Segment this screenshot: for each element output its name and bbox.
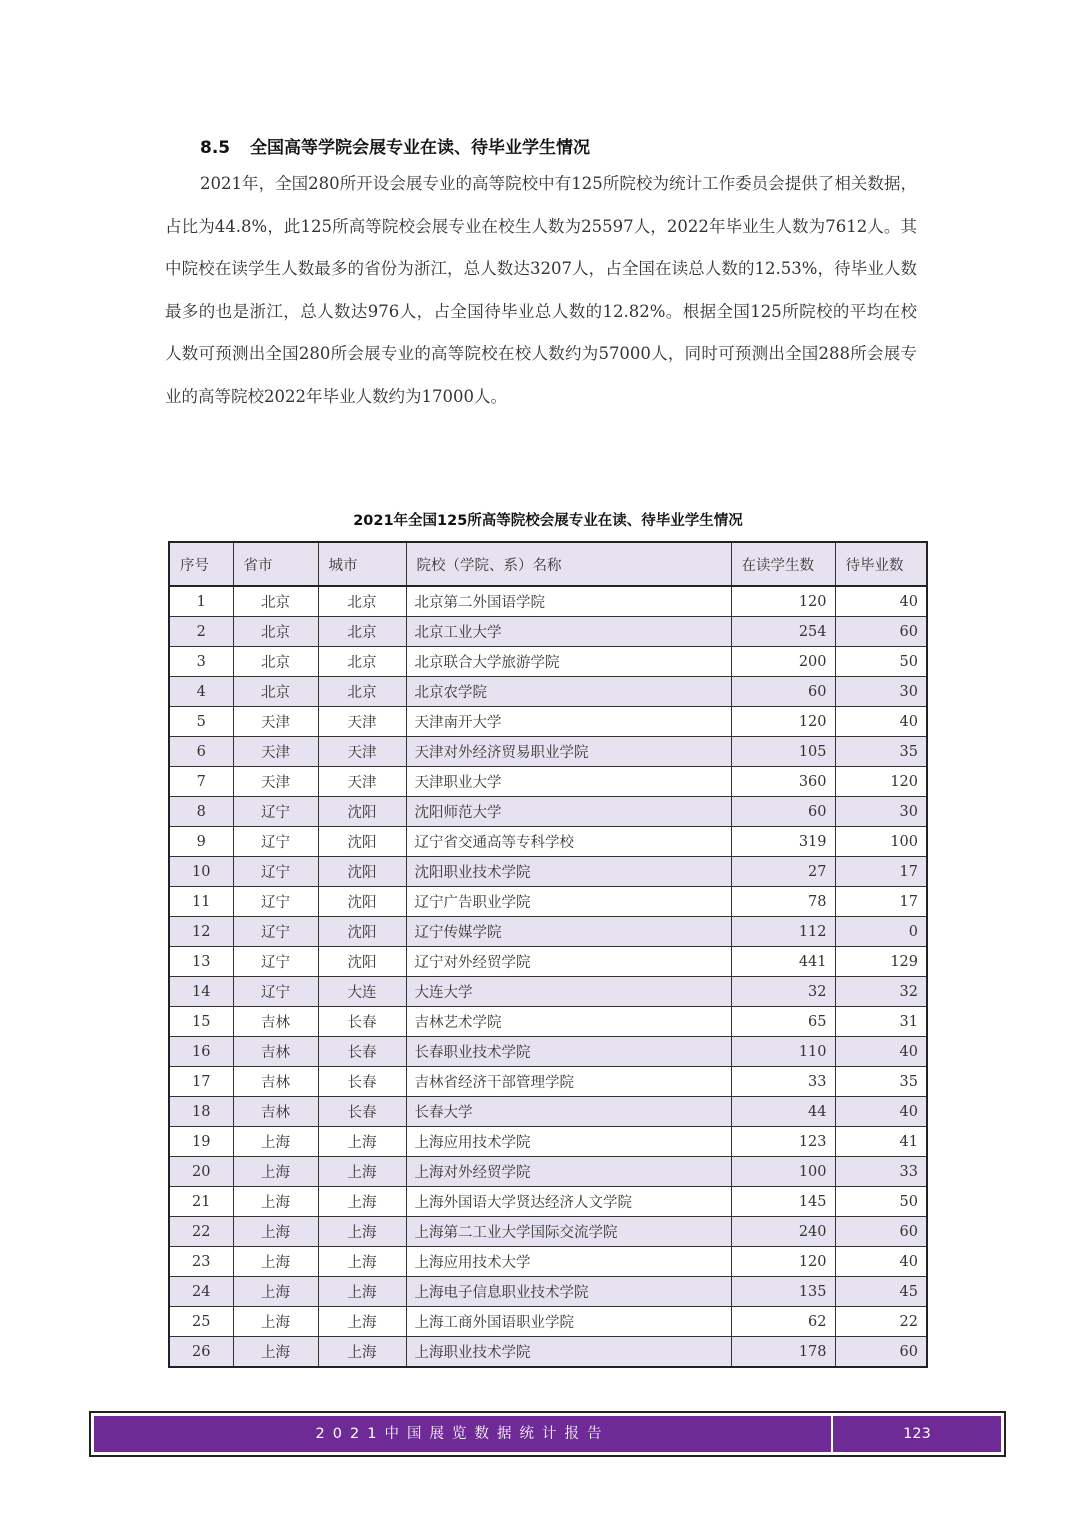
table-row xyxy=(169,737,927,767)
cell-school: 上海电子信息职业技术学院 xyxy=(406,1277,731,1307)
cell-graduating: 60 xyxy=(835,1217,927,1247)
cell-graduating: 35 xyxy=(835,1067,927,1097)
cell-province: 上海 xyxy=(233,1277,318,1307)
cell-index: 1 xyxy=(169,586,233,617)
cell-school: 长春职业技术学院 xyxy=(406,1037,731,1067)
cell-enrolled: 319 xyxy=(731,827,835,857)
cell-school: 北京工业大学 xyxy=(406,617,731,647)
table-row xyxy=(169,827,927,857)
cell-index: 11 xyxy=(169,887,233,917)
cell-province: 上海 xyxy=(233,1157,318,1187)
cell-city: 长春 xyxy=(318,1037,406,1067)
cell-province: 吉林 xyxy=(233,1097,318,1127)
cell-school: 天津职业大学 xyxy=(406,767,731,797)
cell-school: 上海应用技术学院 xyxy=(406,1127,731,1157)
table-row xyxy=(169,707,927,737)
cell-province: 辽宁 xyxy=(233,857,318,887)
cell-province: 天津 xyxy=(233,707,318,737)
table-row xyxy=(169,677,927,707)
cell-province: 吉林 xyxy=(233,1007,318,1037)
header-province: 省市 xyxy=(233,542,318,586)
cell-province: 上海 xyxy=(233,1247,318,1277)
cell-enrolled: 240 xyxy=(731,1217,835,1247)
cell-school: 辽宁省交通高等专科学校 xyxy=(406,827,731,857)
cell-graduating: 17 xyxy=(835,857,927,887)
cell-graduating: 40 xyxy=(835,1097,927,1127)
cell-index: 2 xyxy=(169,617,233,647)
cell-city: 上海 xyxy=(318,1307,406,1337)
header-enrolled: 在读学生数 xyxy=(731,542,835,586)
cell-graduating: 31 xyxy=(835,1007,927,1037)
cell-city: 长春 xyxy=(318,1067,406,1097)
table-row xyxy=(169,857,927,887)
cell-city: 天津 xyxy=(318,737,406,767)
cell-index: 9 xyxy=(169,827,233,857)
cell-enrolled: 254 xyxy=(731,617,835,647)
cell-index: 26 xyxy=(169,1337,233,1368)
cell-school: 上海外国语大学贤达经济人文学院 xyxy=(406,1187,731,1217)
cell-province: 上海 xyxy=(233,1307,318,1337)
cell-enrolled: 65 xyxy=(731,1007,835,1037)
cell-enrolled: 44 xyxy=(731,1097,835,1127)
cell-school: 北京联合大学旅游学院 xyxy=(406,647,731,677)
cell-province: 北京 xyxy=(233,586,318,617)
table-row xyxy=(169,797,927,827)
table-row xyxy=(169,617,927,647)
table-row xyxy=(169,1097,927,1127)
cell-index: 22 xyxy=(169,1217,233,1247)
cell-enrolled: 60 xyxy=(731,797,835,827)
cell-index: 15 xyxy=(169,1007,233,1037)
table-body xyxy=(169,586,927,1367)
cell-enrolled: 120 xyxy=(731,586,835,617)
footer-title: 2021中国展览数据统计报告 xyxy=(315,1426,610,1442)
cell-index: 20 xyxy=(169,1157,233,1187)
table-row xyxy=(169,1217,927,1247)
cell-city: 北京 xyxy=(318,617,406,647)
cell-index: 23 xyxy=(169,1247,233,1277)
page-footer xyxy=(89,1411,1006,1457)
cell-enrolled: 123 xyxy=(731,1127,835,1157)
section-number: 8.5 xyxy=(200,138,231,158)
table-row xyxy=(169,1337,927,1368)
cell-city: 北京 xyxy=(318,677,406,707)
cell-enrolled: 60 xyxy=(731,677,835,707)
cell-school: 上海应用技术大学 xyxy=(406,1247,731,1277)
cell-index: 24 xyxy=(169,1277,233,1307)
table-row xyxy=(169,586,927,617)
body-paragraph: 2021年，全国280所开设会展专业的高等院校中有125所院校为统计工作委员会提供了相关数据，占比为44.8%，此125所高等院校会展专业在校生人数为25597人，2022年毕业生人数为7612人。其中院校在读学生人数最多的省份为浙江，总人数达3207人，占全国在读总人数的12.53%，待毕业人数最多的也是浙江，总人数达976人，占全国待毕业总人数的12.82%。根据全国125所院校的平均在校人数可预测出全国280所会展专业的高等院校在校人数约为57000人，同时可预测出全国288所会展专业的高等院校2022年毕业人数约为17000人。 xyxy=(165,174,917,406)
cell-graduating: 30 xyxy=(835,677,927,707)
cell-province: 上海 xyxy=(233,1337,318,1368)
cell-enrolled: 32 xyxy=(731,977,835,1007)
cell-city: 北京 xyxy=(318,586,406,617)
cell-graduating: 32 xyxy=(835,977,927,1007)
cell-city: 沈阳 xyxy=(318,857,406,887)
cell-index: 6 xyxy=(169,737,233,767)
cell-city: 天津 xyxy=(318,707,406,737)
header-graduating: 待毕业数 xyxy=(835,542,927,586)
cell-graduating: 40 xyxy=(835,707,927,737)
cell-graduating: 45 xyxy=(835,1277,927,1307)
section-heading xyxy=(200,133,590,158)
table-row xyxy=(169,1037,927,1067)
table-row xyxy=(169,947,927,977)
header-city: 城市 xyxy=(318,542,406,586)
cell-enrolled: 178 xyxy=(731,1337,835,1368)
cell-graduating: 33 xyxy=(835,1157,927,1187)
cell-school: 上海职业技术学院 xyxy=(406,1337,731,1368)
cell-province: 上海 xyxy=(233,1187,318,1217)
table-row xyxy=(169,977,927,1007)
cell-city: 上海 xyxy=(318,1187,406,1217)
cell-province: 天津 xyxy=(233,767,318,797)
cell-index: 18 xyxy=(169,1097,233,1127)
table-row xyxy=(169,917,927,947)
cell-index: 14 xyxy=(169,977,233,1007)
cell-graduating: 50 xyxy=(835,1187,927,1217)
cell-enrolled: 120 xyxy=(731,1247,835,1277)
cell-graduating: 35 xyxy=(835,737,927,767)
cell-city: 上海 xyxy=(318,1157,406,1187)
table-row xyxy=(169,1157,927,1187)
cell-graduating: 22 xyxy=(835,1307,927,1337)
cell-graduating: 17 xyxy=(835,887,927,917)
cell-enrolled: 27 xyxy=(731,857,835,887)
cell-city: 上海 xyxy=(318,1247,406,1277)
cell-province: 辽宁 xyxy=(233,887,318,917)
cell-graduating: 40 xyxy=(835,1037,927,1067)
cell-city: 长春 xyxy=(318,1097,406,1127)
cell-enrolled: 441 xyxy=(731,947,835,977)
cell-index: 7 xyxy=(169,767,233,797)
cell-school: 上海第二工业大学国际交流学院 xyxy=(406,1217,731,1247)
students-table xyxy=(168,541,928,1368)
cell-province: 天津 xyxy=(233,737,318,767)
cell-school: 吉林艺术学院 xyxy=(406,1007,731,1037)
table-row xyxy=(169,767,927,797)
cell-enrolled: 200 xyxy=(731,647,835,677)
cell-province: 吉林 xyxy=(233,1037,318,1067)
cell-province: 上海 xyxy=(233,1217,318,1247)
cell-school: 沈阳职业技术学院 xyxy=(406,857,731,887)
cell-school: 沈阳师范大学 xyxy=(406,797,731,827)
cell-enrolled: 62 xyxy=(731,1307,835,1337)
cell-province: 北京 xyxy=(233,647,318,677)
table-row xyxy=(169,1007,927,1037)
cell-index: 13 xyxy=(169,947,233,977)
cell-province: 上海 xyxy=(233,1127,318,1157)
cell-school: 大连大学 xyxy=(406,977,731,1007)
cell-enrolled: 360 xyxy=(731,767,835,797)
cell-graduating: 40 xyxy=(835,586,927,617)
table-row xyxy=(169,1187,927,1217)
cell-school: 北京农学院 xyxy=(406,677,731,707)
table-row xyxy=(169,1247,927,1277)
cell-city: 上海 xyxy=(318,1217,406,1247)
cell-enrolled: 112 xyxy=(731,917,835,947)
cell-index: 16 xyxy=(169,1037,233,1067)
cell-school: 上海对外经贸学院 xyxy=(406,1157,731,1187)
cell-school: 长春大学 xyxy=(406,1097,731,1127)
cell-index: 5 xyxy=(169,707,233,737)
cell-city: 沈阳 xyxy=(318,947,406,977)
table-title: 2021年全国125所高等院校会展专业在读、待毕业学生情况 xyxy=(353,513,743,529)
cell-province: 辽宁 xyxy=(233,827,318,857)
cell-enrolled: 135 xyxy=(731,1277,835,1307)
cell-index: 3 xyxy=(169,647,233,677)
cell-enrolled: 78 xyxy=(731,887,835,917)
cell-city: 北京 xyxy=(318,647,406,677)
cell-province: 北京 xyxy=(233,617,318,647)
cell-school: 吉林省经济干部管理学院 xyxy=(406,1067,731,1097)
cell-index: 8 xyxy=(169,797,233,827)
cell-graduating: 30 xyxy=(835,797,927,827)
table-row xyxy=(169,1307,927,1337)
cell-school: 辽宁对外经贸学院 xyxy=(406,947,731,977)
cell-school: 辽宁传媒学院 xyxy=(406,917,731,947)
section-title: 全国高等学院会展专业在读、待毕业学生情况 xyxy=(250,138,590,158)
cell-city: 长春 xyxy=(318,1007,406,1037)
table-row xyxy=(169,1277,927,1307)
cell-graduating: 100 xyxy=(835,827,927,857)
cell-province: 辽宁 xyxy=(233,947,318,977)
cell-index: 21 xyxy=(169,1187,233,1217)
cell-graduating: 50 xyxy=(835,647,927,677)
cell-index: 25 xyxy=(169,1307,233,1337)
table-row xyxy=(169,887,927,917)
cell-index: 19 xyxy=(169,1127,233,1157)
cell-city: 大连 xyxy=(318,977,406,1007)
cell-city: 沈阳 xyxy=(318,797,406,827)
table-row xyxy=(169,647,927,677)
cell-city: 沈阳 xyxy=(318,917,406,947)
cell-school: 天津对外经济贸易职业学院 xyxy=(406,737,731,767)
cell-enrolled: 105 xyxy=(731,737,835,767)
cell-city: 上海 xyxy=(318,1277,406,1307)
table-row xyxy=(169,1067,927,1097)
cell-enrolled: 120 xyxy=(731,707,835,737)
footer-bar xyxy=(94,1416,1001,1452)
cell-province: 吉林 xyxy=(233,1067,318,1097)
table-header-row xyxy=(169,542,927,586)
cell-city: 上海 xyxy=(318,1337,406,1368)
header-index: 序号 xyxy=(169,542,233,586)
cell-graduating: 40 xyxy=(835,1247,927,1277)
cell-city: 天津 xyxy=(318,767,406,797)
cell-index: 17 xyxy=(169,1067,233,1097)
page-number: 123 xyxy=(903,1426,931,1442)
cell-index: 12 xyxy=(169,917,233,947)
cell-city: 上海 xyxy=(318,1127,406,1157)
cell-city: 沈阳 xyxy=(318,887,406,917)
cell-enrolled: 33 xyxy=(731,1067,835,1097)
cell-graduating: 0 xyxy=(835,917,927,947)
cell-index: 10 xyxy=(169,857,233,887)
table-row xyxy=(169,1127,927,1157)
cell-school: 上海工商外国语职业学院 xyxy=(406,1307,731,1337)
cell-city: 沈阳 xyxy=(318,827,406,857)
cell-province: 辽宁 xyxy=(233,797,318,827)
cell-graduating: 41 xyxy=(835,1127,927,1157)
cell-province: 北京 xyxy=(233,677,318,707)
cell-enrolled: 145 xyxy=(731,1187,835,1217)
cell-graduating: 120 xyxy=(835,767,927,797)
cell-graduating: 60 xyxy=(835,1337,927,1368)
cell-school: 天津南开大学 xyxy=(406,707,731,737)
cell-graduating: 60 xyxy=(835,617,927,647)
cell-graduating: 129 xyxy=(835,947,927,977)
cell-school: 北京第二外国语学院 xyxy=(406,586,731,617)
cell-province: 辽宁 xyxy=(233,917,318,947)
cell-enrolled: 110 xyxy=(731,1037,835,1067)
header-school: 院校（学院、系）名称 xyxy=(406,542,731,586)
cell-province: 辽宁 xyxy=(233,977,318,1007)
cell-school: 辽宁广告职业学院 xyxy=(406,887,731,917)
cell-index: 4 xyxy=(169,677,233,707)
cell-enrolled: 100 xyxy=(731,1157,835,1187)
